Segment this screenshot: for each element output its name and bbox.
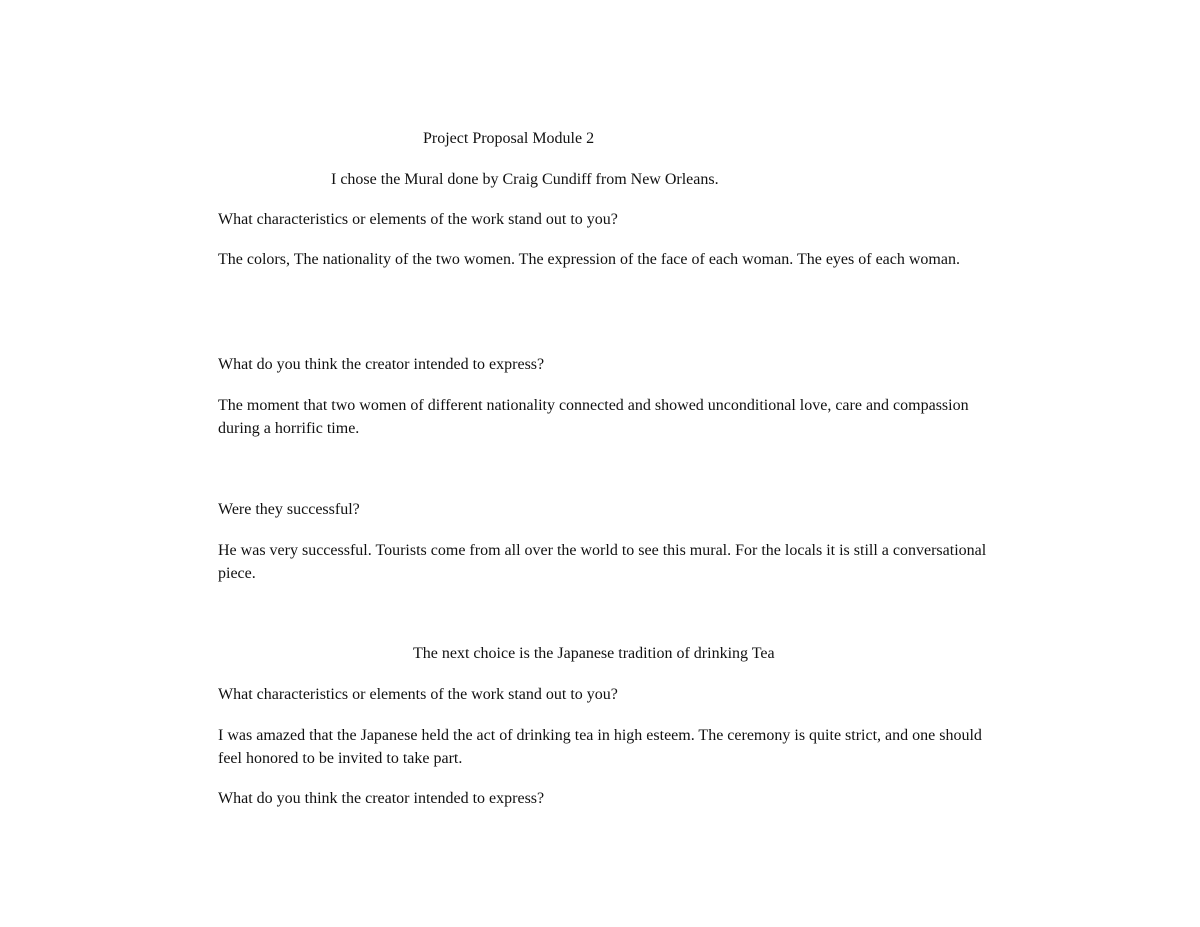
section2-question-2: What do you think the creator intended to express? (218, 790, 545, 807)
document-title: Project Proposal Module 2 (423, 130, 595, 147)
section1-question-2: What do you think the creator intended to express? (218, 356, 545, 373)
intro-sentence: I chose the Mural done by Craig Cundiff from New Orleans. (331, 171, 719, 188)
section1-answer-1: The colors, The nationality of the two women. The expression of the face of each woman. The eyes of each woman. (218, 251, 960, 268)
section1-question-3: Were they successful? (218, 501, 360, 518)
section1-question-1: What characteristics or elements of the work stand out to you? (218, 211, 618, 228)
section1-answer-3: He was very successful. Tourists come from all over the world to see this mural. For the locals it is still a conversational piece. (218, 542, 987, 582)
section2-heading: The next choice is the Japanese tradition of drinking Tea (413, 645, 775, 662)
section2-answer-1: I was amazed that the Japanese held the act of drinking tea in high esteem. The ceremony is quite strict, and one should feel honored to be invited to take part. (218, 727, 982, 767)
section2-question-1: What characteristics or elements of the work stand out to you? (218, 686, 618, 703)
section1-answer-2: The moment that two women of different nationality connected and showed unconditional love, care and compassion during a horrific time. (218, 397, 969, 437)
